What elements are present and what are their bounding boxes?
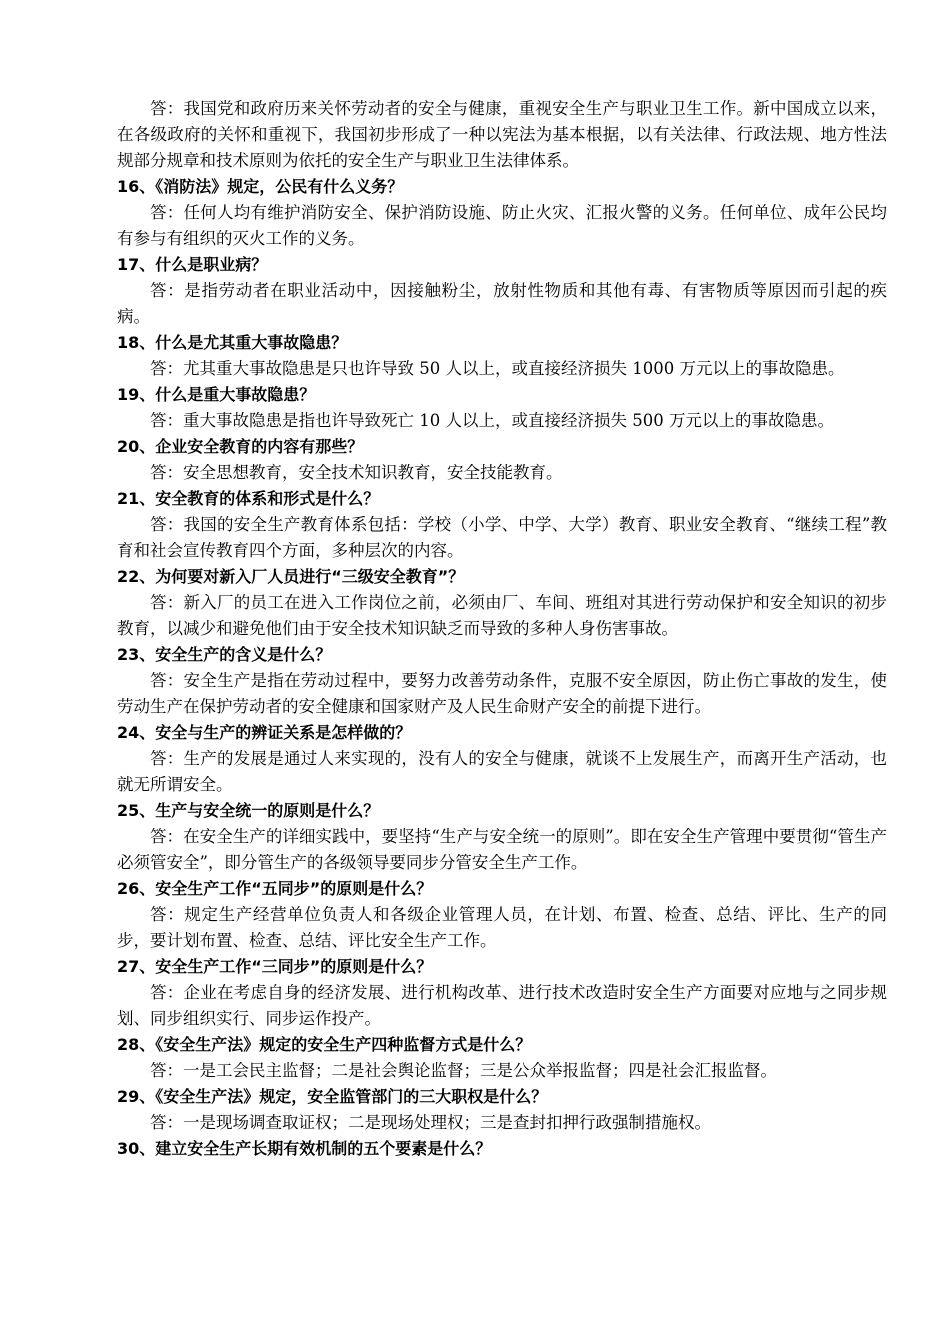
- answer-27: 答：企业在考虑自身的经济发展、进行机构改革、进行技术改造时安全生产方面要对应地与之同步规划、同步组织实行、同步运作投产。: [117, 983, 887, 1028]
- answer-21: 答：我国的安全生产教育体系包括：学校（小学、中学、大学）教育、职业安全教育、“继续工程”教育和社会宣传教育四个方面，多种层次的内容。: [117, 515, 887, 560]
- answer-25: 答：在安全生产的详细实践中，要坚持“生产与安全统一的原则”。即在安全生产管理中要贯彻“管生产必须管安全”，即分管生产的各级领导要同步分管安全生产工作。: [117, 827, 887, 872]
- answer-17: 答：是指劳动者在职业活动中，因接触粉尘，放射性物质和其他有毒、有害物质等原因而引起的疾病。: [117, 281, 887, 326]
- answer-23: 答：安全生产是指在劳动过程中，要努力改善劳动条件，克服不安全原因，防止伤亡事故的发生，使劳动生产在保护劳动者的安全健康和国家财产及人民生命财产安全的前提下进行。: [117, 671, 887, 716]
- answer-16: 答：任何人均有维护消防安全、保护消防设施、防止火灾、汇报火警的义务。任何单位、成年公民均有参与有组织的灭火工作的义务。: [117, 203, 887, 248]
- question-18: 18、什么是尤其重大事故隐患？: [117, 333, 348, 352]
- answer-26: 答：规定生产经营单位负责人和各级企业管理人员，在计划、布置、检查、总结、评比、生产的同步，要计划布置、检查、总结、评比安全生产工作。: [117, 905, 887, 950]
- answer-20: 答：安全思想教育，安全技术知识教育，安全技能教育。: [150, 463, 563, 482]
- answer-24: 答：生产的发展是通过人来实现的，没有人的安全与健康，就谈不上发展生产，而离开生产活动，也就无所谓安全。: [117, 749, 887, 794]
- answer-18: 答：尤其重大事故隐患是只也许导致 50 人以上，或直接经济损失 1000 万元以上的事故隐患。: [150, 359, 845, 378]
- question-21: 21、安全教育的体系和形式是什么？: [117, 489, 380, 508]
- question-24: 24、安全与生产的辨证关系是怎样做的？: [117, 723, 412, 742]
- question-16: 16、《消防法》规定，公民有什么义务？: [117, 177, 404, 196]
- answer-text: 答：我国党和政府历来关怀劳动者的安全与健康，重视安全生产与职业卫生工作。新中国成立以来，在各级政府的关怀和重视下，我国初步形成了一种以宪法为基本根据，以有关法律、行政法规、地方性法规部分规章和技术原则为依托的安全生产与职业卫生法律体系。: [117, 99, 887, 170]
- answer-19: 答：重大事故隐患是指也许导致死亡 10 人以上，或直接经济损失 500 万元以上的事故隐患。: [150, 411, 834, 430]
- answer-28: 答：一是工会民主监督；二是社会舆论监督；三是公众举报监督；四是社会汇报监督。: [150, 1061, 777, 1080]
- question-26: 26、安全生产工作“五同步”的原则是什么？: [117, 879, 433, 898]
- question-23: 23、安全生产的含义是什么？: [117, 645, 332, 664]
- question-22: 22、为何要对新入厂人员进行“三级安全教育”？: [117, 567, 465, 586]
- question-25: 25、生产与安全统一的原则是什么？: [117, 801, 380, 820]
- question-17: 17、什么是职业病？: [117, 255, 268, 274]
- answer-29: 答：一是现场调查取证权；二是现场处理权；三是查封扣押行政强制措施权。: [150, 1113, 711, 1132]
- question-30: 30、建立安全生产长期有效机制的五个要素是什么？: [117, 1139, 492, 1158]
- question-29: 29、《安全生产法》规定，安全监管部门的三大职权是什么？: [117, 1087, 548, 1106]
- answer-22: 答：新入厂的员工在进入工作岗位之前，必须由厂、车间、班组对其进行劳动保护和安全知识的初步教育，以减少和避免他们由于安全技术知识缺乏而导致的多种人身伤害事故。: [117, 593, 887, 638]
- document-body: [117, 96, 887, 1162]
- question-28: 28、《安全生产法》规定的安全生产四种监督方式是什么？: [117, 1035, 532, 1054]
- question-27: 27、安全生产工作“三同步”的原则是什么？: [117, 957, 433, 976]
- question-20: 20、企业安全教育的内容有那些？: [117, 437, 364, 456]
- question-19: 19、什么是重大事故隐患？: [117, 385, 316, 404]
